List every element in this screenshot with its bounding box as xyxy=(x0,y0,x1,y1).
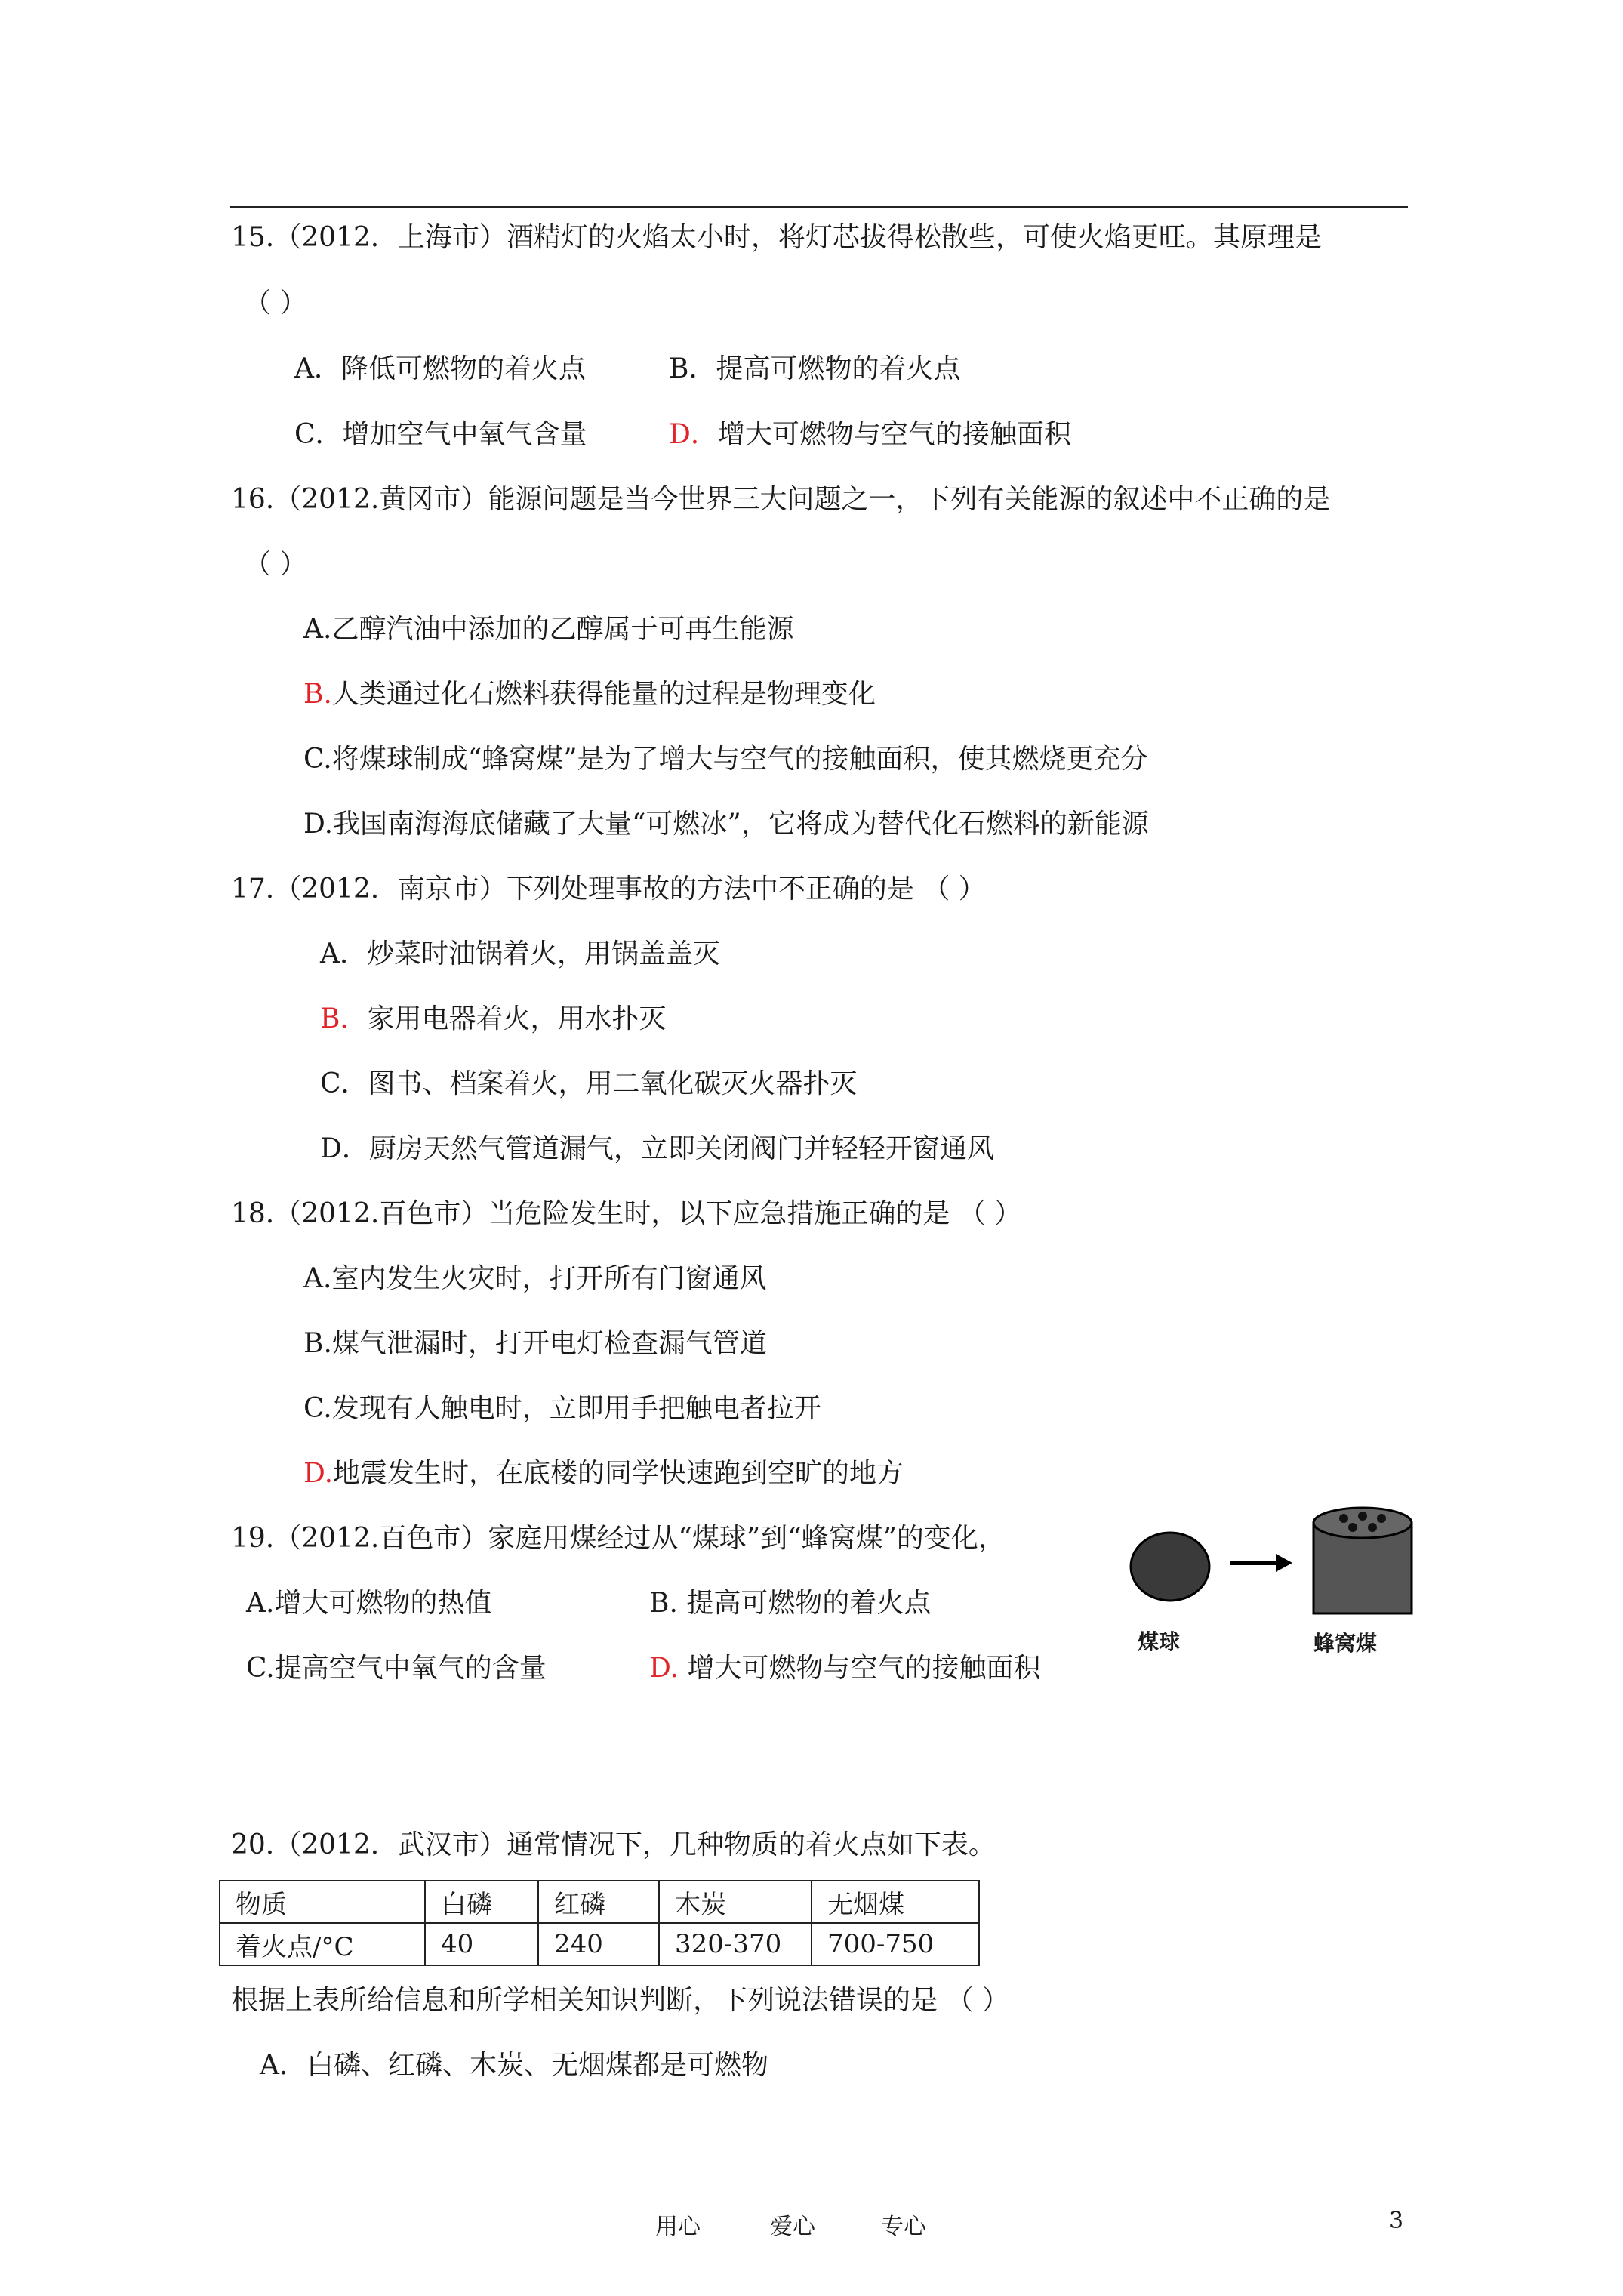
q17-option-c: C．图书、档案着火，用二氧化碳灭火器扑灭 xyxy=(320,1068,858,1099)
coal-ball-label: 煤球 xyxy=(1138,1629,1181,1654)
table-header-row xyxy=(220,1881,979,1923)
q20-after-text: 根据上表所给信息和所学相关知识判断，下列说法错误的是 （ ） xyxy=(231,1985,1009,2016)
footer-middle: 爱心 xyxy=(770,2214,815,2240)
footer-left: 用心 xyxy=(655,2214,701,2240)
q16-stem: 16.（2012.黄冈市）能源问题是当今世界三大问题之一，下列有关能源的叙述中不正确的是 xyxy=(231,484,1331,515)
coal-diagram xyxy=(1125,1506,1419,1627)
q16-option-b: B.人类通过化石燃料获得能量的过程是物理变化 xyxy=(303,679,876,710)
ignition-point-table xyxy=(219,1880,980,1966)
q17-option-d: D．厨房天然气管道漏气，立即关闭阀门并轻轻开窗通风 xyxy=(320,1133,994,1164)
table-cell: 着火点/°C xyxy=(220,1923,425,1965)
q18-option-d: D.地震发生时，在底楼的同学快速跑到空旷的地方 xyxy=(303,1458,904,1489)
q17-option-b: B．家用电器着火，用水扑灭 xyxy=(320,1003,667,1034)
table-cell: 无烟煤 xyxy=(812,1881,979,1923)
header-rule xyxy=(230,206,1408,208)
q15-paren: （ ） xyxy=(244,288,307,319)
table-cell: 物质 xyxy=(220,1881,425,1923)
q19-option-c: C.提高空气中氧气的含量 xyxy=(246,1653,547,1684)
q20-option-a: A．白磷、红磷、木炭、无烟煤都是可燃物 xyxy=(260,2050,769,2081)
q15-option-b: B．提高可燃物的着火点 xyxy=(669,353,961,384)
q18-stem: 18.（2012.百色市）当危险发生时，以下应急措施正确的是 （ ） xyxy=(231,1198,1022,1229)
q19-option-d: D. 增大可燃物与空气的接触面积 xyxy=(649,1653,1041,1684)
coal-ball-icon xyxy=(1131,1533,1209,1601)
table-cell: 木炭 xyxy=(659,1881,812,1923)
q18-option-a: A.室内发生火灾时，打开所有门窗通风 xyxy=(303,1263,767,1294)
q19-stem: 19.（2012.百色市）家庭用煤经过从“煤球”到“蜂窝煤”的变化， xyxy=(231,1523,1006,1554)
honeycomb-coal-label: 蜂窝煤 xyxy=(1313,1631,1378,1656)
table-cell: 240 xyxy=(538,1923,659,1965)
q19-option-b: B. 提高可燃物的着火点 xyxy=(649,1588,932,1619)
q19-option-a: A.增大可燃物的热值 xyxy=(246,1588,492,1619)
page-number: 3 xyxy=(1389,2208,1404,2234)
q16-paren: （ ） xyxy=(244,549,307,580)
coal-figure xyxy=(1125,1506,1419,1665)
q20-stem: 20.（2012．武汉市）通常情况下，几种物质的着火点如下表。 xyxy=(231,1829,996,1860)
table-cell: 红磷 xyxy=(538,1881,659,1923)
table-row xyxy=(220,1923,979,1965)
q16-option-c: C.将煤球制成“蜂窝煤”是为了增大与空气的接触面积，使其燃烧更充分 xyxy=(303,744,1148,775)
q16-option-a: A.乙醇汽油中添加的乙醇属于可再生能源 xyxy=(303,614,794,645)
q17-stem: 17.（2012．南京市）下列处理事故的方法中不正确的是 （ ） xyxy=(231,874,986,905)
q15-option-c: C．增加空气中氧气含量 xyxy=(294,419,587,450)
table-cell: 白磷 xyxy=(425,1881,538,1923)
q16-option-d: D.我国南海海底储藏了大量“可燃冰”，它将成为替代化石燃料的新能源 xyxy=(303,809,1149,840)
arrow-head-icon xyxy=(1276,1554,1292,1572)
q18-option-c: C.发现有人触电时，立即用手把触电者拉开 xyxy=(303,1393,821,1424)
q18-option-b: B.煤气泄漏时，打开电灯检查漏气管道 xyxy=(303,1328,767,1359)
q17-option-a: A．炒菜时油锅着火，用锅盖盖灭 xyxy=(320,938,721,969)
q15-option-a: A．降低可燃物的着火点 xyxy=(294,353,587,384)
table-cell: 40 xyxy=(425,1923,538,1965)
table-cell: 700-750 xyxy=(812,1923,979,1965)
q15-stem: 15.（2012．上海市）酒精灯的火焰太小时，将灯芯拔得松散些，可使火焰更旺。其原理是 xyxy=(231,222,1322,253)
table-cell: 320-370 xyxy=(659,1923,812,1965)
q15-option-d: D．增大可燃物与空气的接触面积 xyxy=(669,419,1071,450)
footer-right: 专心 xyxy=(881,2214,926,2240)
